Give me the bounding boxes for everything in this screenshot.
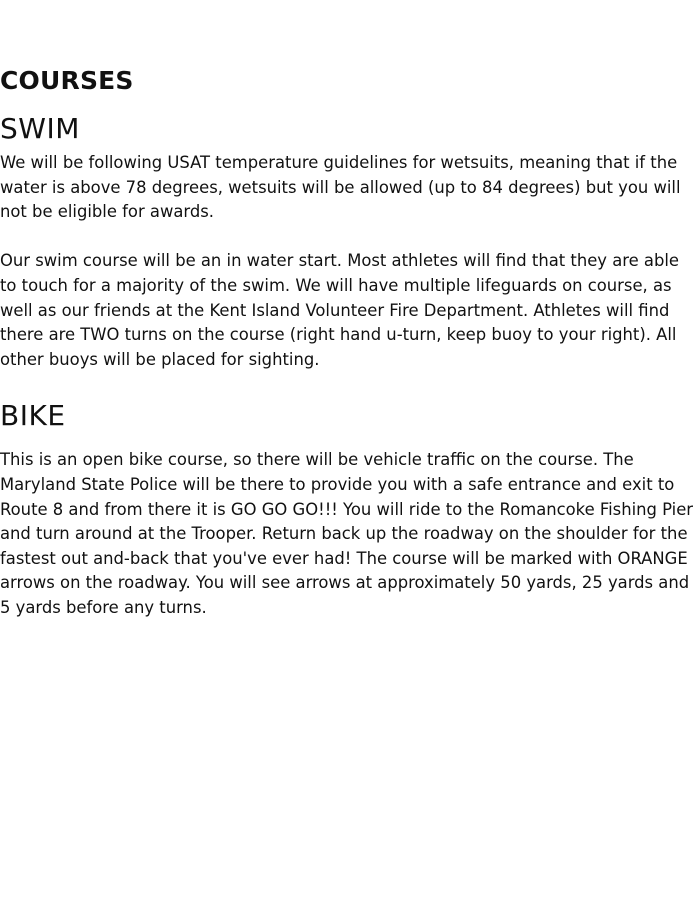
page-title: COURSES [0,66,134,95]
bike-section [0,397,695,620]
swim-section [0,110,695,372]
swim-heading: SWIM [0,112,80,145]
bike-paragraph-course: This is an open bike course, so there will be vehicle traffic on the course. The Maryland State Police will be there to provide you with a safe entrance and exit to Route 8 and from there it is GO GO GO!!! You will ride to the Romancoke Fishing Pier and turn around at the Trooper. Return back up the roadway on the shoulder for the fastest out and-back that you've ever had! The course will be marked with ORANGE arrows on the roadway. You will see arrows at approximately 50 yards, 25 yards and 5 yards before any turns. [0,450,694,617]
swim-paragraph-wetsuits: We will be following USAT temperature guidelines for wetsuits, meaning that if the water is above 78 degrees, wetsuits will be allowed (up to 84 degrees) but you will not be eligible for awards. [0,153,681,222]
swim-paragraph-course: Our swim course will be an in water start. Most athletes will find that they are able to touch for a majority of the swim. We will have multiple lifeguards on course, as well as our friends at the Kent Island Volunteer Fire Department. Athletes will find there are TWO turns on the course (right hand u-turn, keep buoy to your right). All other buoys will be placed for sighting. [0,251,680,369]
bike-heading: BIKE [0,399,66,433]
